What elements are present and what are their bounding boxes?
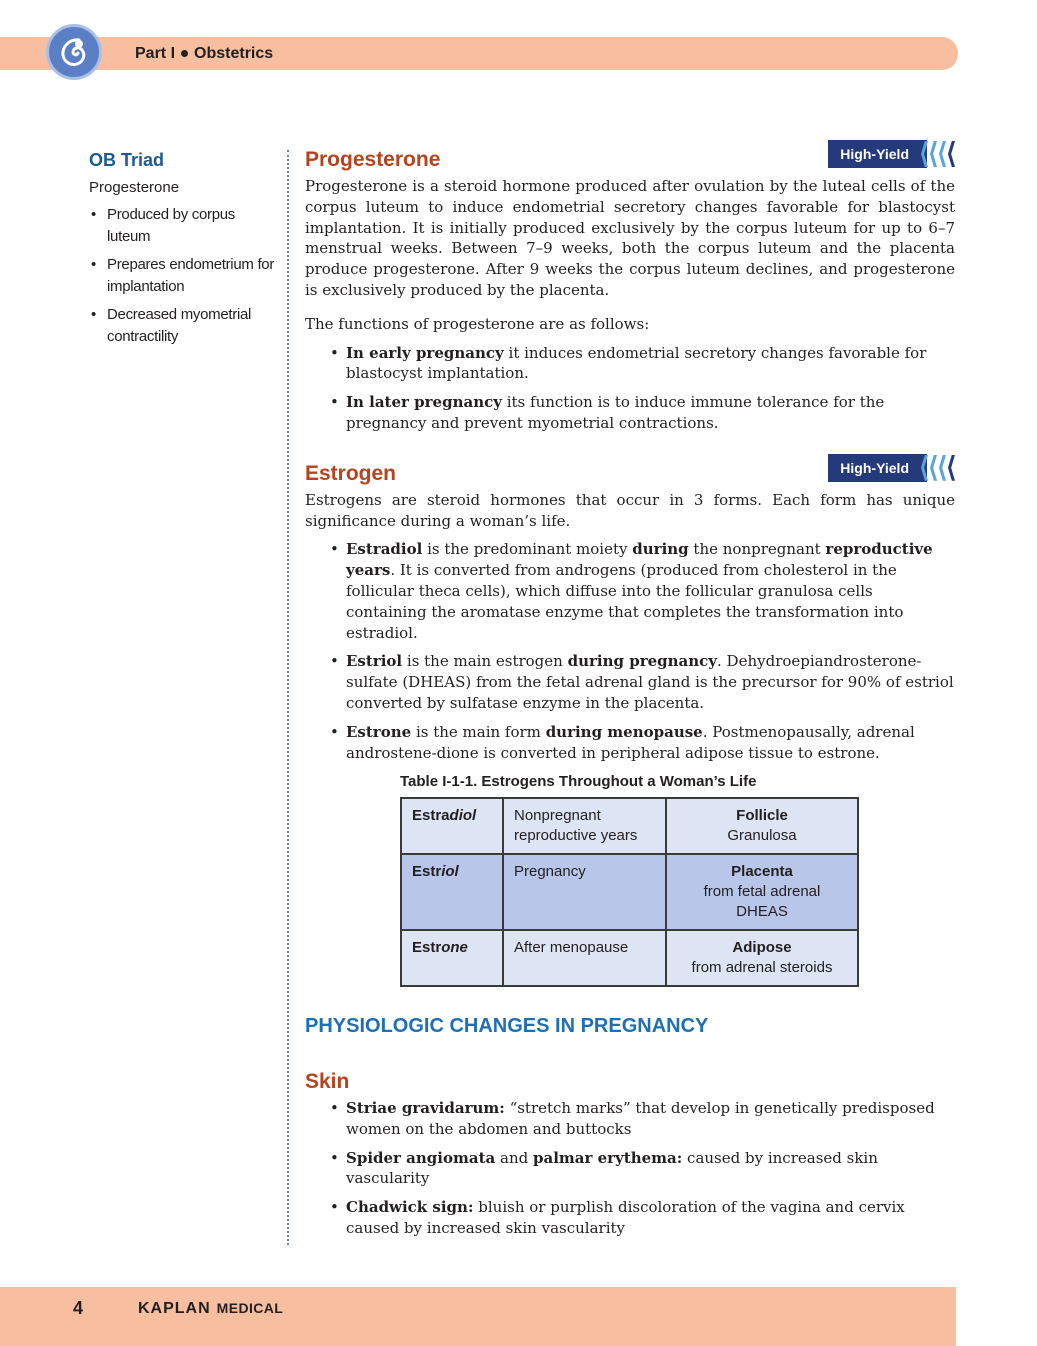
table-cell: Estradiol	[401, 798, 503, 854]
sidebar-item: • Produced by corpus luteum	[89, 204, 279, 248]
physiologic-changes-heading: PHYSIOLOGIC CHANGES IN PREGNANCY	[305, 1015, 709, 1037]
progesterone-functions-list	[305, 343, 955, 434]
progesterone-header	[305, 146, 955, 176]
list-item: • Spider angiomata and palmar erythema: caused by increased skin vascularity	[346, 1148, 955, 1190]
list-item: • In later pregnancy its function is to induce immune tolerance for the pregnancy and prevent myometrial contractions.	[346, 392, 955, 434]
sidebar-title: OB Triad	[89, 150, 165, 170]
table-row	[401, 930, 858, 986]
part-label: Part I	[135, 45, 176, 62]
list-item: • Estriol is the main estrogen during pregnancy. Dehydroepiandrosterone-sulfate (DHEAS) from the fetal adrenal gland is the precursor for 90% of estriol converted by sulfatase enzyme in the placenta.	[346, 651, 955, 713]
table-cell: Estrone	[401, 930, 503, 986]
list-item: • In early pregnancy it induces endometrial secretory changes favorable for blastocyst implantation.	[346, 343, 955, 385]
table-cell: Adipose from adrenal steroids	[666, 930, 858, 986]
high-yield-badge	[828, 140, 955, 168]
chevron-left-icon	[919, 455, 955, 481]
table-row	[401, 798, 858, 854]
list-item: • Chadwick sign: bluish or purplish discoloration of the vagina and cervix caused by increased skin vascularity	[346, 1197, 955, 1239]
progesterone-paragraph: Progesterone is a steroid hormone produced after ovulation by the luteal cells of the corpus luteum to induce endometrial secretory changes favorable for blastocyst implantation. It is initially produced exclusively by the corpus luteum for up to 6–7 menstrual weeks. Between 7–9 weeks, both the corpus luteum and the placenta produce progesterone. After 9 weeks the corpus luteum declines, and progesterone is exclusively produced by the placenta.	[305, 177, 955, 299]
table-cell: Placenta from fetal adrenal DHEAS	[666, 854, 858, 930]
list-item: • Estrone is the main form during menopause. Postmenopausally, adrenal androstene-dione is converted in peripheral adipose tissue to estrone.	[346, 722, 955, 764]
column-divider	[287, 150, 289, 1245]
running-header	[135, 45, 273, 63]
table-cell: After menopause	[503, 930, 666, 986]
skin-section	[305, 1068, 955, 1247]
brand-suffix: MEDICAL	[216, 1300, 284, 1316]
list-item: • Estradiol is the predominant moiety during the nonpregnant reproductive years. It is converted from androgens (produced from cholesterol in the follicular theca cells), which diffuse into the follicular granulosa cells containing the aromatase enzyme that completes the transformation into estradiol.	[346, 539, 955, 643]
brand-name: KAPLAN	[138, 1300, 211, 1317]
sidebar-item: • Prepares endometrium for implantation	[89, 254, 279, 298]
table-cell: Pregnancy	[503, 854, 666, 930]
sidebar-subtitle: Progesterone	[89, 179, 180, 196]
table-caption: Table I-1-1. Estrogens Throughout a Woman’s Life	[400, 773, 757, 790]
bullet-separator	[181, 50, 188, 57]
list-item: • Striae gravidarum: “stretch marks” that develop in genetically predisposed women on the abdomen and buttocks	[346, 1098, 955, 1140]
sidebar-list	[89, 204, 279, 348]
table-cell: Nonpregnant reproductive years	[503, 798, 666, 854]
skin-heading: Skin	[305, 1070, 350, 1093]
estrogens-table	[400, 797, 859, 987]
chapter-title: Obstetrics	[194, 45, 274, 62]
page-number: 4	[73, 1298, 84, 1318]
table-row	[401, 854, 858, 930]
sidebar-item: • Decreased myometrial contractility	[89, 304, 279, 348]
main-column	[305, 146, 955, 771]
estrogen-forms-list	[305, 539, 955, 763]
skin-list	[305, 1098, 955, 1239]
functions-intro: The functions of progesterone are as follows:	[305, 314, 650, 333]
estrogen-heading: Estrogen	[305, 461, 397, 485]
progesterone-heading: Progesterone	[305, 148, 441, 171]
sidebar-note	[89, 150, 279, 354]
fetus-icon	[46, 24, 102, 80]
high-yield-badge	[828, 454, 955, 482]
estrogen-paragraph: Estrogens are steroid hormones that occur in 3 forms. Each form has unique significance during a woman’s life.	[305, 490, 955, 530]
table-cell: Follicle Granulosa	[666, 798, 858, 854]
estrogen-header	[305, 460, 955, 490]
kaplan-logo	[138, 1300, 283, 1318]
high-yield-label: High-Yield	[828, 140, 927, 168]
chevron-left-icon	[919, 141, 955, 167]
table-cell: Estriol	[401, 854, 503, 930]
high-yield-label: High-Yield	[828, 454, 927, 482]
